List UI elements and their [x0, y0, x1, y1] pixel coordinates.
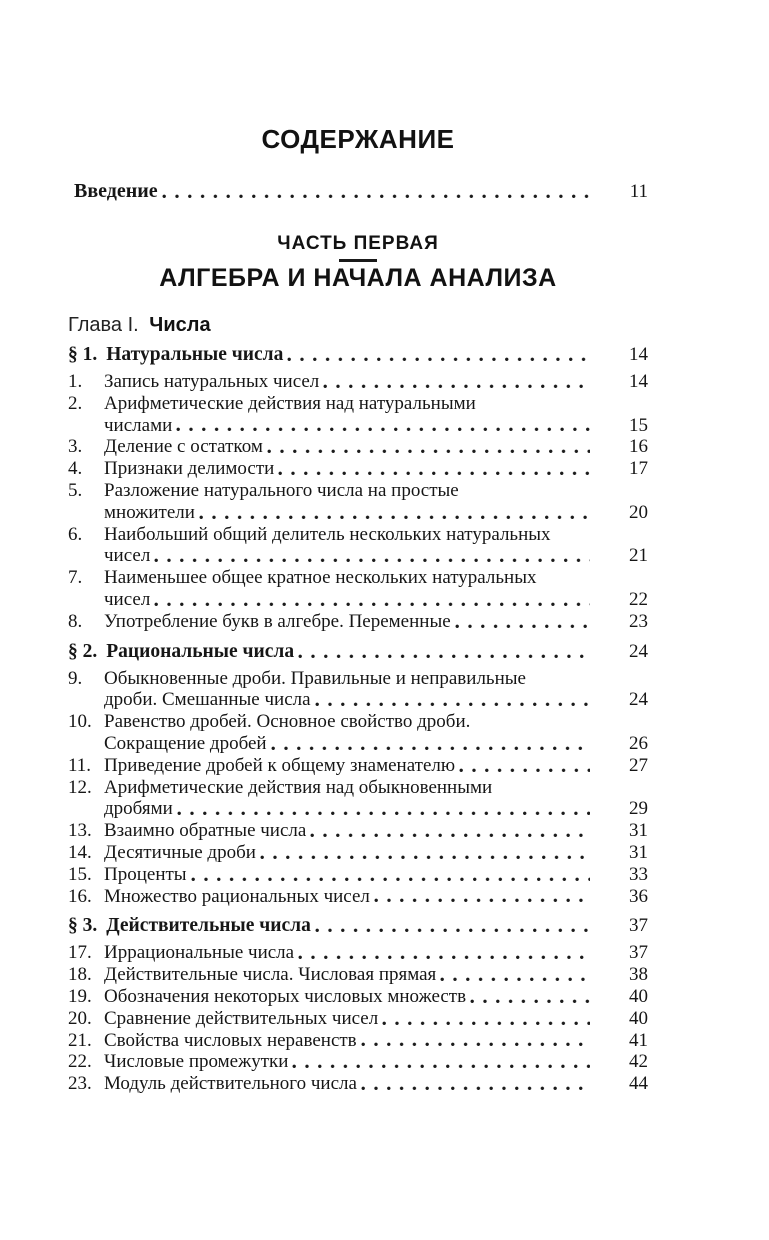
toc-item-text: Обозначения некоторых числовых множеств	[104, 985, 467, 1007]
toc-item-number: 4.	[68, 458, 83, 480]
toc-item-number: 18.	[68, 964, 92, 986]
toc-item-number: 22.	[68, 1051, 92, 1073]
dot-leader	[176, 427, 590, 432]
toc-page-number: 26	[629, 732, 648, 754]
toc-item-number: 11.	[68, 754, 92, 776]
toc-item-row	[68, 371, 648, 393]
dot-leader	[292, 1064, 590, 1069]
toc-item-number: 2.	[68, 392, 83, 414]
toc-item-row	[68, 1008, 648, 1030]
toc-item-row	[68, 1051, 648, 1073]
toc-item-number: 10.	[68, 711, 92, 733]
dot-leader	[455, 624, 590, 629]
toc-item-row	[68, 864, 648, 886]
toc-item-text: Деление с остатком	[104, 436, 263, 458]
dot-leader	[271, 746, 590, 751]
toc-item-text: Равенство дробей. Основное свойство дроби.	[104, 711, 471, 733]
toc-page-number: 37	[629, 942, 648, 964]
toc-item-text: Приведение дробей к общему знаменателю	[104, 754, 456, 776]
toc-item-text: Десятичные дроби	[104, 841, 256, 863]
toc-section-number: § 2.	[68, 640, 98, 662]
toc-item-row	[68, 886, 648, 908]
dot-leader	[154, 602, 590, 607]
toc-item-continuation-row	[68, 733, 648, 755]
toc-item-number: 3.	[68, 436, 83, 458]
toc-item-text: Действительные числа. Числовая прямая	[104, 964, 437, 986]
toc-item-number: 19.	[68, 985, 92, 1007]
part-heading	[68, 233, 648, 292]
toc-item-number: 9.	[68, 667, 83, 689]
toc-item-row	[68, 711, 648, 733]
toc-item-row	[68, 436, 648, 458]
toc-page-number: 42	[629, 1051, 648, 1073]
toc-item-text: Арифметические действия над обыкновенными	[104, 776, 493, 798]
toc-item-row	[68, 668, 648, 690]
toc-item-continuation-row	[68, 502, 648, 524]
toc-page-number: 41	[629, 1029, 648, 1051]
toc-section-number: § 3.	[68, 915, 98, 937]
dot-leader	[260, 855, 590, 860]
toc-item-text: чисел	[104, 588, 151, 610]
dot-leader	[361, 1086, 590, 1091]
toc-section-row	[68, 915, 648, 937]
toc-item-row	[68, 1073, 648, 1095]
toc-page-number: 14	[629, 344, 648, 365]
dot-leader	[298, 955, 590, 960]
toc-item-continuation-row	[68, 689, 648, 711]
toc-item-text: Запись натуральных чисел	[104, 371, 320, 392]
toc-item-number: 12.	[68, 776, 92, 798]
toc-item-text: Проценты	[104, 863, 187, 885]
dot-leader	[199, 515, 590, 520]
toc-page-number: 11	[629, 181, 648, 202]
toc-section-title: Натуральные числа	[106, 344, 284, 365]
part-divider-rule	[339, 259, 377, 262]
toc-page-number: 20	[629, 501, 648, 523]
toc-item-number: 1.	[68, 371, 83, 392]
toc-item-continuation-row	[68, 415, 648, 437]
toc-page	[68, 0, 648, 1095]
toc-item-text: Употребление букв в алгебре. Переменные	[104, 610, 451, 632]
toc-item-text: Взаимно обратные числа	[104, 820, 307, 842]
toc-item-text: дроби. Смешанные числа	[104, 689, 311, 711]
dot-leader	[191, 877, 590, 882]
toc-item-text: Множество рациональных чисел	[104, 885, 370, 907]
toc-item-number: 8.	[68, 610, 83, 632]
dot-leader	[298, 654, 590, 659]
toc-page-number: 40	[629, 985, 648, 1007]
toc-section-number: § 1.	[68, 344, 98, 365]
toc-item-number: 6.	[68, 523, 83, 545]
toc-page-number: 40	[629, 1007, 648, 1029]
dot-leader	[374, 898, 590, 903]
toc-item-number: 13.	[68, 820, 92, 842]
toc-item-number: 15.	[68, 863, 92, 885]
dot-leader	[382, 1021, 590, 1026]
dot-leader	[267, 449, 590, 454]
toc-item-row	[68, 777, 648, 799]
toc-item-row	[68, 458, 648, 480]
toc-page-number: 21	[629, 545, 648, 567]
toc-item-row	[68, 942, 648, 964]
toc-page-number: 16	[629, 436, 648, 458]
toc-item-row	[68, 393, 648, 415]
toc-item-text: Обыкновенные дроби. Правильные и неправильные	[104, 667, 526, 689]
toc-item-text: Модуль действительного числа	[104, 1073, 357, 1095]
toc-section-title: Действительные числа	[106, 915, 311, 937]
toc-item-number: 17.	[68, 942, 92, 964]
toc-entry-introduction	[68, 180, 648, 203]
toc-page-number: 27	[629, 754, 648, 776]
dot-leader	[315, 928, 590, 933]
dot-leader	[361, 1042, 590, 1047]
toc-item-number: 7.	[68, 567, 83, 589]
toc-page-number: 38	[629, 964, 648, 986]
toc-page-number: 29	[629, 798, 648, 820]
dot-leader	[154, 558, 590, 563]
toc-item-number: 14.	[68, 841, 92, 863]
toc-item-text: множители	[104, 501, 195, 523]
toc-page-number: 31	[629, 841, 648, 863]
toc-item-row	[68, 842, 648, 864]
toc-item-continuation-row	[68, 545, 648, 567]
toc-page-number: 31	[629, 820, 648, 842]
dot-leader	[287, 357, 590, 362]
dot-leader	[310, 833, 590, 838]
toc-section-row	[68, 344, 648, 366]
toc-page-number: 23	[629, 610, 648, 632]
toc-page-number: 36	[629, 885, 648, 907]
dot-leader	[162, 194, 590, 199]
toc-item-text: Числовые промежутки	[104, 1051, 289, 1073]
toc-section-title: Рациональные числа	[106, 640, 295, 662]
chapter-prefix: Глава I.	[68, 314, 139, 336]
toc-item-number: 5.	[68, 479, 83, 501]
toc-item-text: Признаки делимости	[104, 458, 275, 480]
toc-page-number: 24	[629, 689, 648, 711]
toc-item-text: числами	[104, 414, 173, 436]
toc-item-row	[68, 964, 648, 986]
part-title: АЛГЕБРА И НАЧАЛА АНАЛИЗА	[159, 264, 557, 292]
toc-item-text: Сокращение дробей	[104, 732, 267, 754]
dot-leader	[440, 977, 590, 982]
toc-item-continuation-row	[68, 589, 648, 611]
toc-item-row	[68, 611, 648, 633]
toc-item-number: 16.	[68, 885, 92, 907]
toc-page-number: 44	[629, 1073, 648, 1095]
dot-leader	[177, 811, 590, 816]
toc-list	[68, 344, 648, 1095]
chapter-title: Числа	[149, 314, 211, 336]
dot-leader	[459, 768, 590, 773]
introduction-label: Введение	[74, 180, 158, 202]
toc-page-number: 33	[629, 863, 648, 885]
page-title: СОДЕРЖАНИЕ	[261, 124, 455, 154]
chapter-heading	[68, 314, 648, 336]
toc-item-text: Сравнение действительных чисел	[104, 1007, 379, 1029]
toc-item-text: Иррациональные числа	[104, 942, 295, 964]
toc-item-text: дробями	[104, 798, 173, 820]
dot-leader	[323, 384, 590, 389]
toc-item-number: 20.	[68, 1007, 92, 1029]
part-kicker: ЧАСТЬ ПЕРВАЯ	[277, 233, 439, 254]
toc-item-row	[68, 480, 648, 502]
toc-page-number: 17	[629, 458, 648, 480]
toc-section-row	[68, 641, 648, 663]
dot-leader	[470, 999, 590, 1004]
dot-leader	[278, 471, 590, 476]
toc-item-text: Наибольший общий делитель нескольких натуральных	[104, 523, 551, 545]
toc-item-number: 23.	[68, 1073, 92, 1095]
toc-page-number: 14	[629, 371, 648, 392]
toc-item-row	[68, 755, 648, 777]
toc-item-continuation-row	[68, 798, 648, 820]
toc-item-text: Свойства числовых неравенств	[104, 1029, 357, 1051]
toc-item-text: Наименьшее общее кратное нескольких натуральных	[104, 567, 537, 589]
toc-item-row	[68, 820, 648, 842]
toc-item-row	[68, 986, 648, 1008]
toc-item-row	[68, 1030, 648, 1052]
toc-item-text: чисел	[104, 545, 151, 567]
dot-leader	[315, 702, 590, 707]
toc-page-number: 37	[629, 915, 648, 937]
toc-page-number: 15	[629, 414, 648, 436]
toc-item-row	[68, 567, 648, 589]
toc-item-text: Арифметические действия над натуральными	[104, 392, 476, 414]
toc-page-number: 24	[629, 640, 648, 662]
toc-item-row	[68, 524, 648, 546]
toc-page-number: 22	[629, 588, 648, 610]
toc-item-text: Разложение натурального числа на простые	[104, 479, 459, 501]
toc-item-number: 21.	[68, 1029, 92, 1051]
